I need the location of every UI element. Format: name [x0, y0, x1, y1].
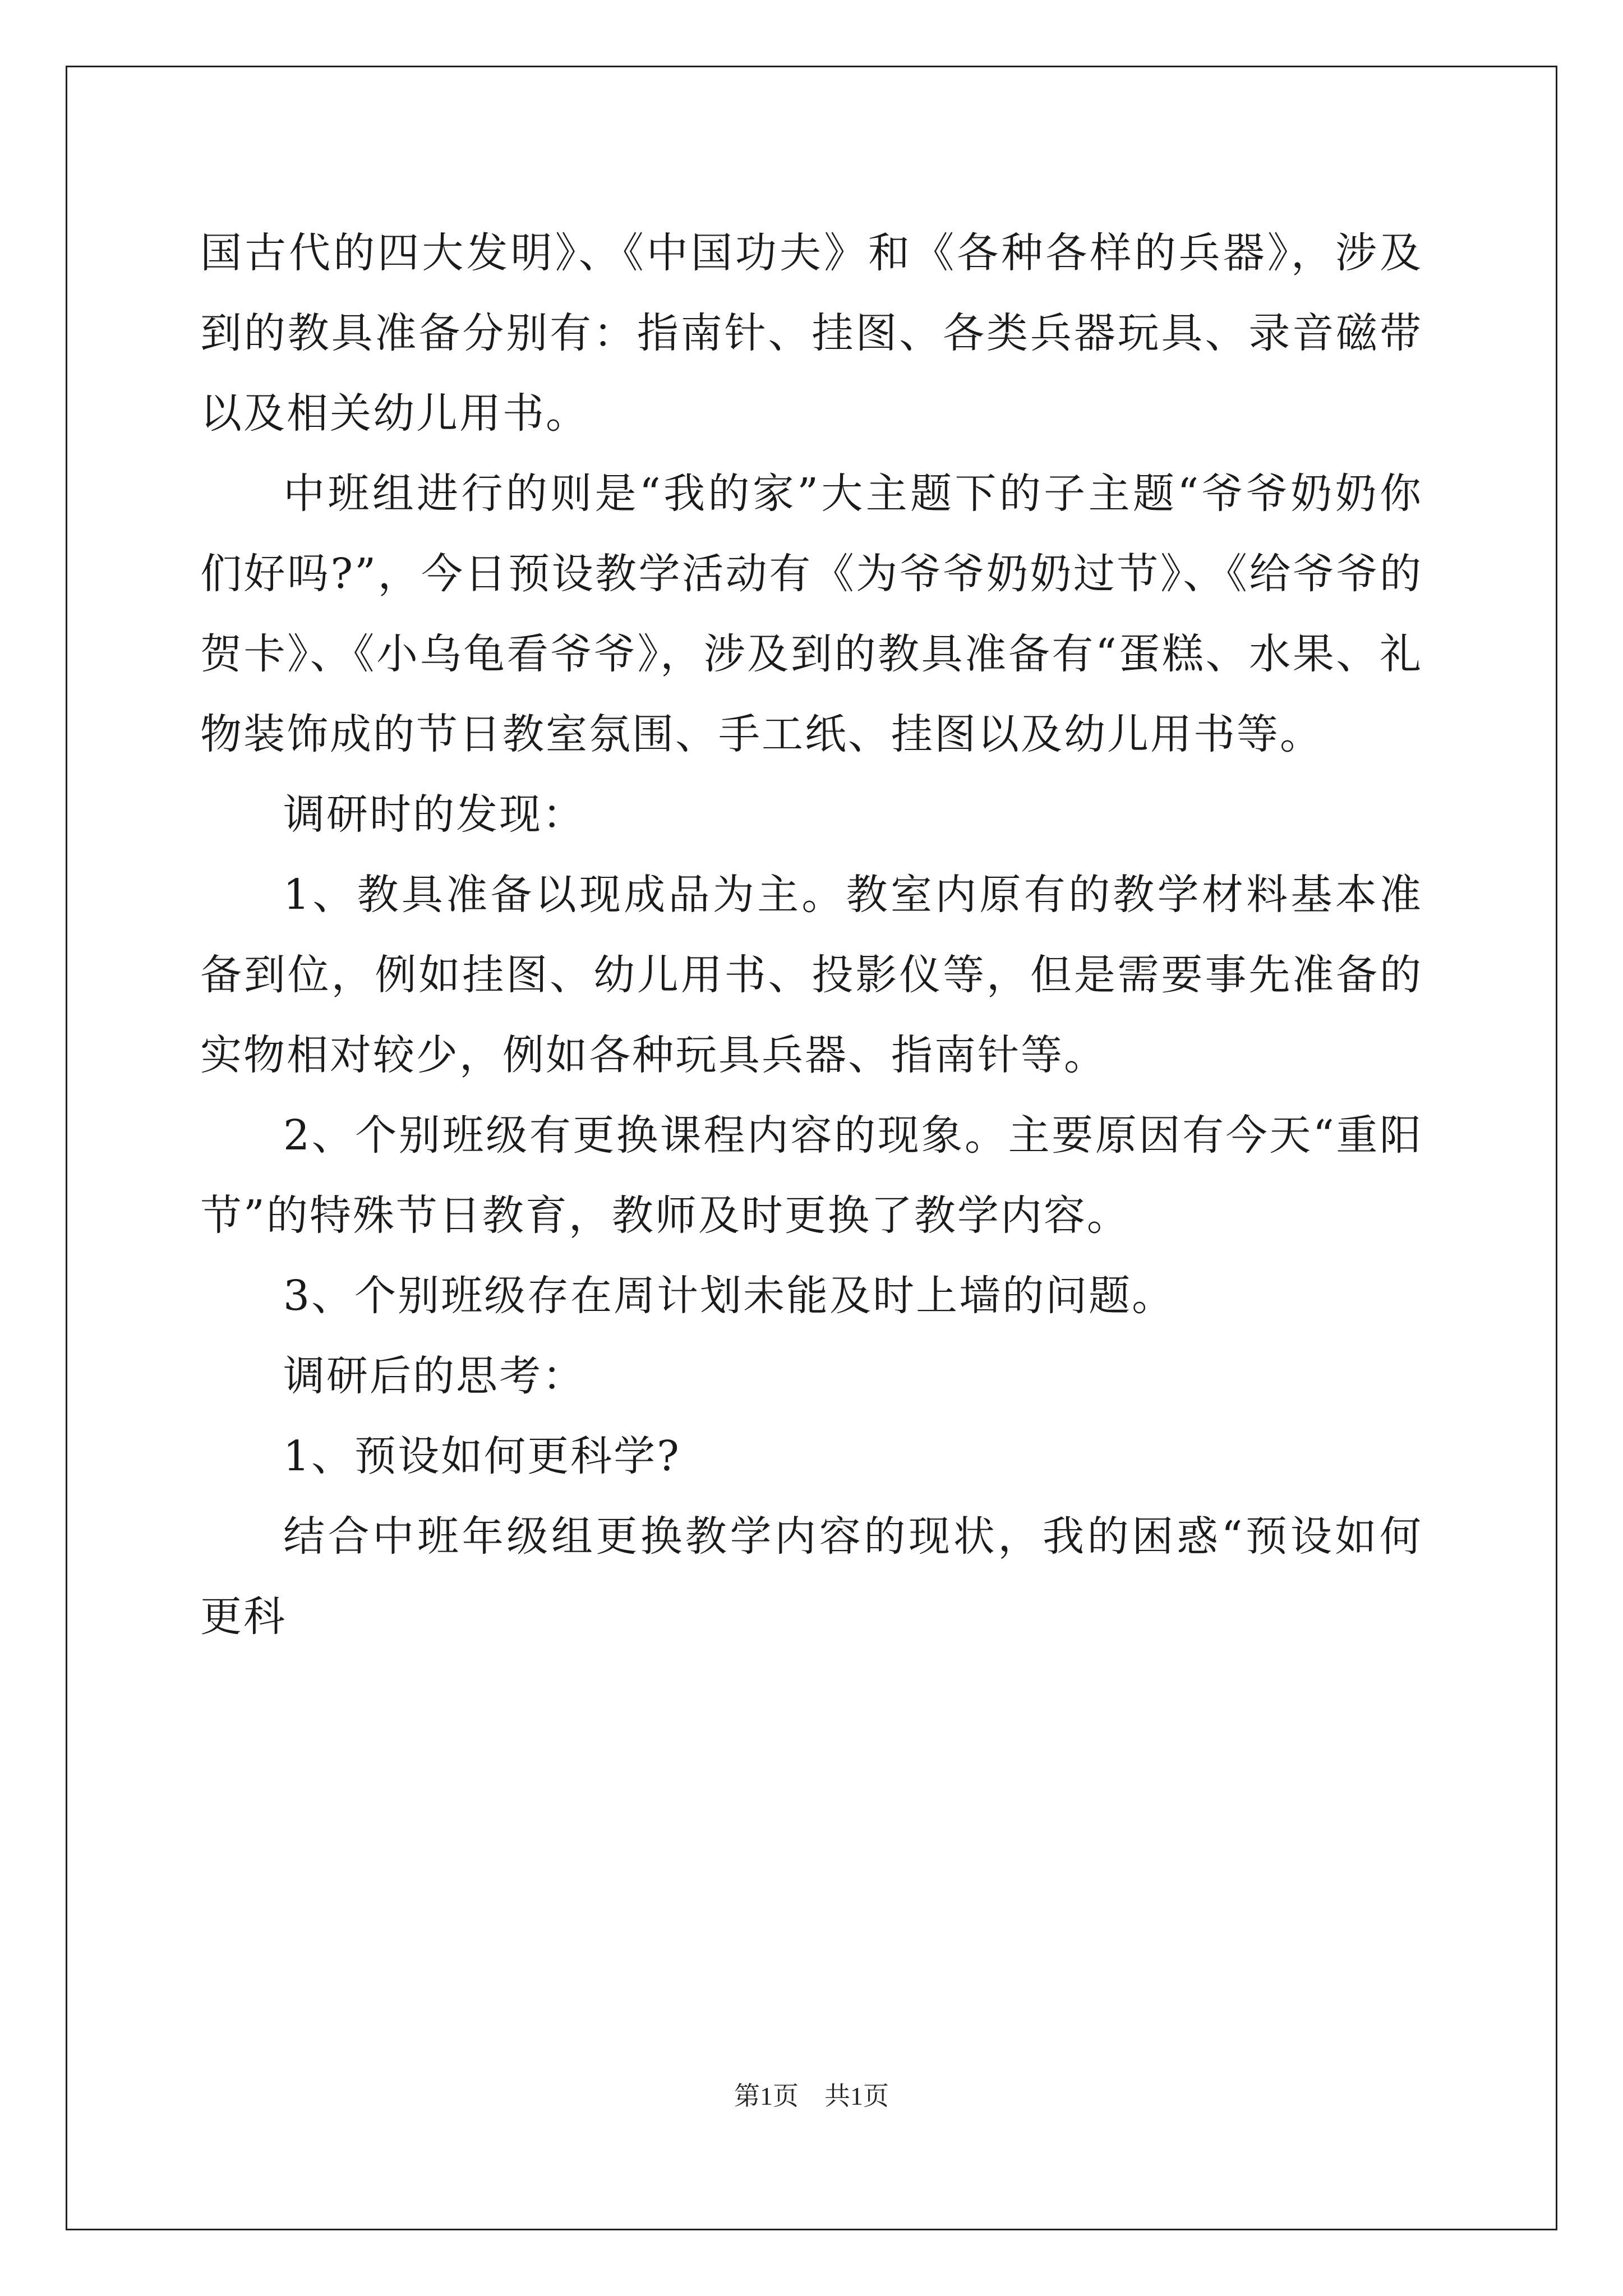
section-heading: 调研后的思考： [283, 1352, 585, 1400]
paragraph: 1、教具准备以现成品为主。教室内原有的教学材料基本准备到位，例如挂图、幼儿用书、投影仪等，但是需要事先准备的实物相对较少，例如各种玩具兵器、指南针等。 [200, 871, 1423, 1079]
section-heading: 调研时的发现： [283, 790, 585, 839]
paragraph: 结合中班年级组更换教学内容的现状，我的困惑“预设如何更科 [200, 1512, 1423, 1641]
paragraph: 中班组进行的则是“我的家”大主题下的子主题“爷爷奶奶你们好吗?”，今日预设教学活动有《为爷爷奶奶过节》、《给爷爷的贺卡》、《小乌龟看爷爷》，涉及到的教具准备有“蛋糕、水果、礼物装饰成的节日教室氛围、手工纸、挂图以及幼儿用书等。 [200, 470, 1423, 758]
paragraph: 1、预设如何更科学? [283, 1432, 681, 1480]
paragraph: 2、个别班级有更换课程内容的现象。主要原因有今天“重阳节”的特殊节日教育，教师及时更换了教学内容。 [200, 1111, 1423, 1240]
page-number-footer: 第1页 共1页 [734, 2082, 889, 2110]
document-body [200, 213, 1423, 1657]
paragraph: 3、个别班级存在周计划未能及时上墙的问题。 [283, 1272, 1175, 1320]
paragraph: 国古代的四大发明》、《中国功夫》和《各种各样的兵器》，涉及到的教具准备分别有：指南针、挂图、各类兵器玩具、录音磁带以及相关幼儿用书。 [200, 229, 1423, 438]
